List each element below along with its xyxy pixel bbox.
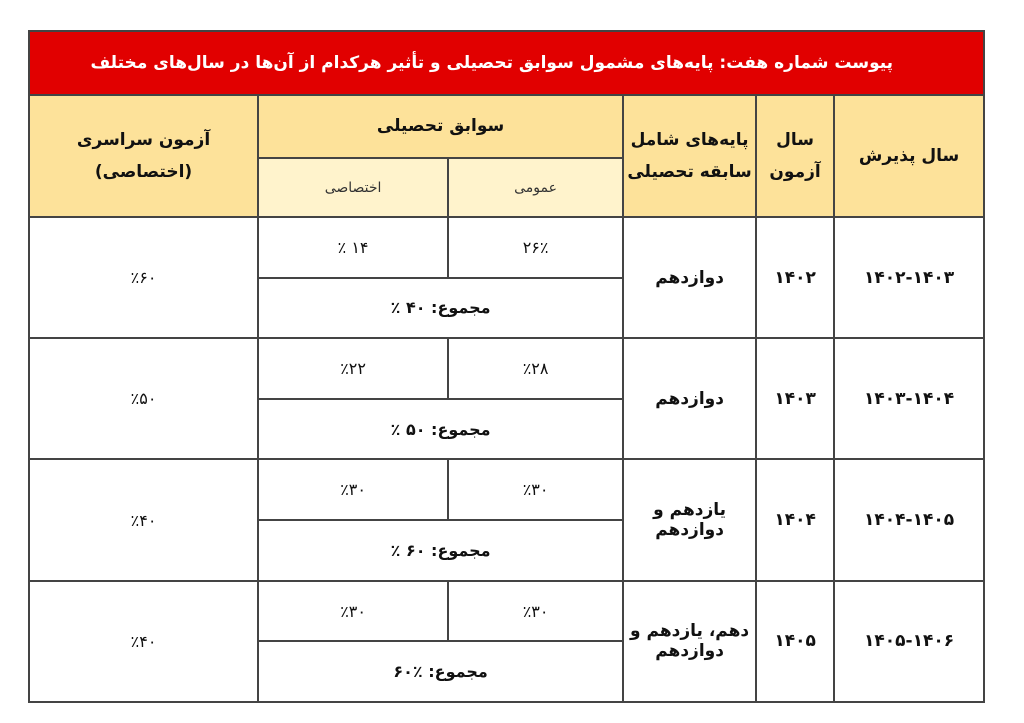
header-admission-year xyxy=(834,95,984,217)
row-3-grades-line1: یازدهم و xyxy=(653,500,727,521)
row-4-exam-year: ۱۴۰۵ xyxy=(756,581,834,702)
row-3-general: ٪۳۰ xyxy=(448,459,623,520)
header-national-exam xyxy=(29,95,258,217)
table-title: پیوست شماره هفت: پایه‌های مشمول سوابق تحصیلی و تأثیر هرکدام از آن‌ها در سال‌های مختلف xyxy=(29,31,984,95)
row-2-exam-year: ۱۴۰۳ xyxy=(756,338,834,459)
records-table xyxy=(28,30,985,703)
row-4-general: ٪۳۰ xyxy=(448,581,623,642)
row-2-general: ٪۲۸ xyxy=(448,338,623,399)
header-national-exam-line2: (اختصاصی) xyxy=(94,161,193,182)
row-1-admission: ۱۴۰۲-۱۴۰۳ xyxy=(834,217,984,338)
row-4-specialized: ٪۳۰ xyxy=(258,581,448,642)
row-1-grades xyxy=(623,217,756,338)
row-4-sum: مجموع: ٪۶۰ xyxy=(258,641,623,702)
header-general: عمومی xyxy=(448,158,623,217)
row-3-grades xyxy=(623,459,756,580)
row-2-specialized: ٪۲۲ xyxy=(258,338,448,399)
row-4-admission: ۱۴۰۵-۱۴۰۶ xyxy=(834,581,984,702)
row-3-admission: ۱۴۰۴-۱۴۰۵ xyxy=(834,459,984,580)
row-2-admission: ۱۴۰۳-۱۴۰۴ xyxy=(834,338,984,459)
header-exam-year xyxy=(756,95,834,217)
row-4-grades-line1: دهم، یازدهم و xyxy=(630,621,750,642)
header-exam-year-line2: آزمون xyxy=(769,161,821,182)
row-1-national: ٪۶۰ xyxy=(29,217,258,338)
header-grades-line1: پایه‌های شامل xyxy=(630,129,749,150)
row-1-grades-line1: دوازدهم xyxy=(655,267,724,288)
row-1-exam-year: ۱۴۰۲ xyxy=(756,217,834,338)
row-1-specialized: ۱۴ ٪ xyxy=(258,217,448,278)
header-grades-line2: سابقه تحصیلی xyxy=(627,161,752,182)
row-2-grades xyxy=(623,338,756,459)
document-frame xyxy=(28,30,983,703)
header-specialized: اختصاصی xyxy=(258,158,448,217)
row-2-national: ٪۵۰ xyxy=(29,338,258,459)
row-4-national: ٪۴۰ xyxy=(29,581,258,702)
row-3-specialized: ٪۳۰ xyxy=(258,459,448,520)
row-3-exam-year: ۱۴۰۴ xyxy=(756,459,834,580)
row-1-sum: مجموع: ۴۰ ٪ xyxy=(258,278,623,339)
header-exam-year-line1: سال xyxy=(776,129,814,150)
row-3-national: ٪۴۰ xyxy=(29,459,258,580)
header-grades xyxy=(623,95,756,217)
row-3-grades-line2: دوازدهم xyxy=(655,520,724,541)
row-4-grades xyxy=(623,581,756,702)
row-3-sum: مجموع: ۶۰ ٪ xyxy=(258,520,623,581)
header-admission-year-label: سال پذیرش xyxy=(858,145,960,166)
header-academic-records: سوابق تحصیلی xyxy=(258,95,623,159)
row-1-general: ۲۶٪ xyxy=(448,217,623,278)
row-2-grades-line1: دوازدهم xyxy=(655,388,724,409)
row-2-sum: مجموع: ۵۰ ٪ xyxy=(258,399,623,460)
header-national-exam-line1: آزمون سراسری xyxy=(76,129,211,150)
row-4-grades-line2: دوازدهم xyxy=(655,641,724,662)
